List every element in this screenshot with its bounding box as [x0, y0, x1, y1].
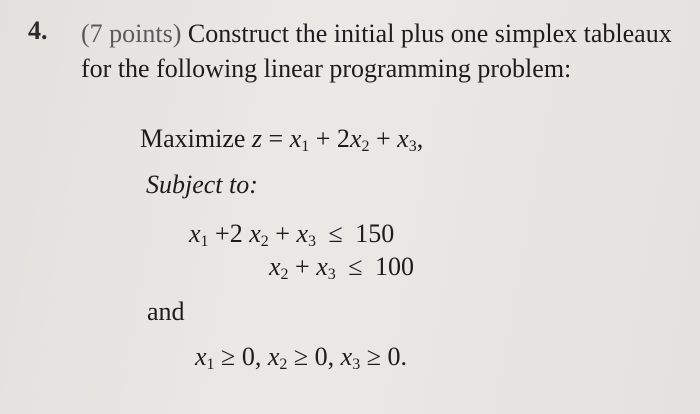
objective-expression: = $x_1 + 2x_2 + x_3$, — [268, 124, 424, 155]
objective-function — [140, 124, 423, 154]
constraint-2-lhs: $x_2 + x_3$ — [269, 252, 336, 283]
constraint-1-lhs: $x_1 +2$ $x_2 + x_3$ — [189, 219, 316, 250]
and-label: and — [147, 297, 185, 326]
objective-label: Maximize — [140, 124, 246, 153]
question-text: Construct the initial plus one simplex tableaux for the following linear programming problem: — [81, 19, 672, 83]
question-points: (7 points) — [81, 19, 182, 48]
constraint-1 — [189, 219, 394, 249]
constraint-1-relation: ≤ — [328, 219, 343, 248]
question-prompt — [81, 16, 681, 86]
question-number: 4. — [28, 16, 48, 45]
constraint-2-rhs: 100 — [375, 252, 415, 281]
constraint-2-relation: ≤ — [348, 252, 363, 281]
constraint-2 — [269, 252, 414, 282]
constraint-1-rhs: 150 — [355, 219, 395, 248]
nonnegativity-constraints: $x_1 \ge 0$, $x_2 \ge 0$, $x_3 \ge 0$. — [195, 342, 407, 373]
objective-variable: z — [251, 124, 263, 153]
subject-to-label: Subject to: — [146, 170, 258, 199]
